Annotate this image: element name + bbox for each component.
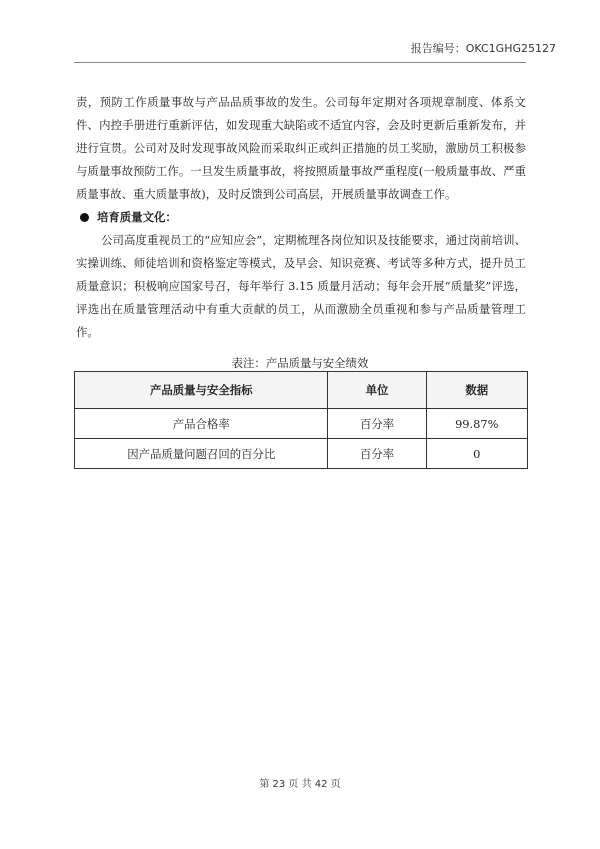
page-number: 第 23 页 共 42 页 <box>259 779 341 790</box>
section-heading-quality-culture <box>76 206 526 229</box>
table-header-row <box>75 372 528 409</box>
paragraph-quality-accident-prevention: 责，预防工作质量事故与产品品质事故的发生。公司每年定期对各项规章制度、体系文件、内控手册进行重新评估，如发现重大缺陷或不适宜内容，会及时更新后重新发布，并进行宣贯。公司对及时发现事故风险而采取纠正或纠正措施的员工奖励，激励员工积极参与质量事故预防工作。一旦发生质量事故，将按照质量事故严重程度(一般质量事故、严重质量事故、重大质量事故)，及时反馈到公司高层，开展质量事故调查工作。 <box>76 95 526 201</box>
header-unit: 单位 <box>328 372 426 409</box>
report-number: 报告编号：OKC1GHG25127 <box>410 42 556 55</box>
table-row <box>75 409 528 439</box>
main-content <box>76 91 526 344</box>
header-divider <box>74 62 526 63</box>
cell-unit: 百分率 <box>328 439 426 469</box>
cell-indicator: 产品合格率 <box>75 409 328 439</box>
header-data: 数据 <box>426 372 527 409</box>
cell-indicator: 因产品质量问题召回的百分比 <box>75 439 328 469</box>
cell-unit: 百分率 <box>328 409 426 439</box>
table-row <box>75 439 528 469</box>
paragraph-quality-culture: 公司高度重视员工的“应知应会”，定期梳理各岗位知识及技能要求，通过岗前培训、实操训练、师徒培训和资格鉴定等模式，及早会、知识竞赛、考试等多种方式，提升员工质量意识；积极响应国家号召，每年举行 3.15 质量月活动；每年会开展“质量奖”评选，评选出在质量管理活动中有重大贡献的员工，从而激励全员重视和参与产品质量管理工作。 <box>76 233 526 339</box>
cell-value: 99.87% <box>426 409 527 439</box>
quality-safety-table <box>74 371 528 469</box>
bullet-icon <box>80 213 89 222</box>
section-heading-text: 培育质量文化： <box>97 210 177 224</box>
header-indicator: 产品质量与安全指标 <box>75 372 328 409</box>
table-caption: 表注：产品质量与安全绩效 <box>231 356 369 370</box>
cell-value: 0 <box>426 439 527 469</box>
